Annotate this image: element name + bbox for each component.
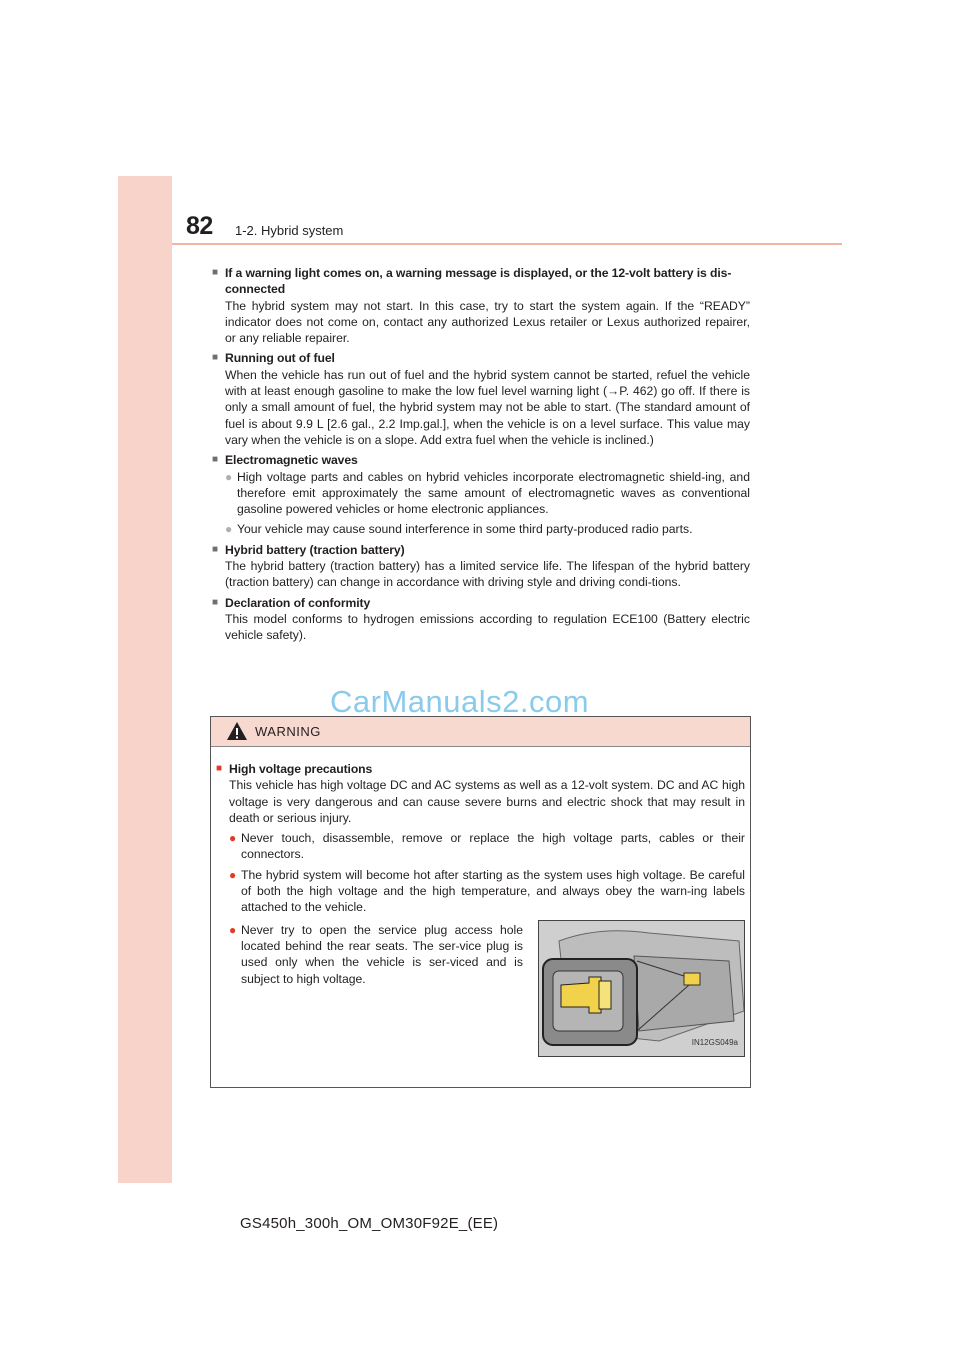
warning-text: This vehicle has high voltage DC and AC systems as well as a 12-volt system. DC and AC high voltage is very dangerous and can cause severe burns and electric shock that may result in death or serious injury. <box>229 778 745 825</box>
entry-warning-light <box>212 265 750 346</box>
page-number: 82 <box>186 212 213 240</box>
figure-code: IN12GS049a <box>691 1038 738 1048</box>
warning-body <box>211 747 750 1057</box>
entry-hybrid-battery <box>212 542 750 591</box>
square-bullet-icon: ■ <box>212 596 218 608</box>
entry-heading: Electromagnetic waves <box>225 453 358 468</box>
list-item: ● The hybrid system will become hot after starting as the system uses high voltage. Be careful of both the high voltage and the high temperature, and always obey the warn-ing labels attached to the vehicle. <box>229 867 745 915</box>
entry-body: This model conforms to hydrogen emissions according to regulation ECE100 (Battery electric vehicle safety). <box>225 611 750 643</box>
warning-box <box>210 716 751 1088</box>
dot-bullet-icon: ● <box>229 831 237 846</box>
entry-body: When the vehicle has run out of fuel and the hybrid system cannot be started, refuel the vehicle with at least enough gasoline to make the low fuel level warning light (→P. 462) go off. If there is only a small amount of fuel, the hybrid system may not be able to start. (The standard amount of fuel is about 9.9 L [2.6 gal., 2.2 Imp.gal.], when the vehicle is on a level surface. This value may vary when the vehicle is on a slope. Add extra fuel when the vehicle is inclined.) <box>225 367 750 447</box>
dot-bullet-icon: ● <box>229 922 237 937</box>
warning-heading: High voltage precautions <box>229 762 373 776</box>
square-bullet-icon: ■ <box>212 267 218 278</box>
chapter-side-band <box>118 176 172 1183</box>
service-plug-illustration <box>538 920 745 1057</box>
section-title: 1-2. Hybrid system <box>235 223 344 238</box>
square-bullet-icon: ■ <box>212 352 218 364</box>
entry-heading: Declaration of conformity <box>225 595 371 610</box>
warning-triangle-icon <box>226 721 248 741</box>
entry-heading: Hybrid battery (traction battery) <box>225 542 405 557</box>
warning-label: WARNING <box>255 724 321 739</box>
entry-electromagnetic-waves <box>212 452 750 537</box>
warning-header <box>211 717 750 747</box>
footer-code: GS450h_300h_OM_OM30F92E_(EE) <box>240 1215 499 1232</box>
list-item: ● Your vehicle may cause sound interference in some third party-produced radio parts. <box>225 522 693 537</box>
watermark: CarManuals2.com <box>330 684 590 719</box>
list-item: ● Never touch, disassemble, remove or replace the high voltage parts, cables or their connectors. <box>229 831 745 862</box>
list-item: ● Never try to open the service plug access hole located behind the rear seats. The ser-vice plug is used only when the vehicle is ser-viced and is subject to high voltage. <box>216 922 523 1053</box>
square-bullet-icon: ■ <box>216 763 222 774</box>
content <box>212 265 750 648</box>
dot-bullet-icon: ● <box>229 867 237 882</box>
entry-body: The hybrid system may not start. In this case, try to start the system again. If the “READY” indicator does not come on, contact any authorized Lexus retailer or Lexus authorized repairer, or any reliable repairer. <box>225 298 750 346</box>
dot-bullet-icon: ● <box>225 522 233 537</box>
header-rule <box>172 243 842 245</box>
square-bullet-icon: ■ <box>212 543 218 555</box>
entry-declaration-of-conformity <box>212 595 750 644</box>
entry-running-out-of-fuel <box>212 350 750 448</box>
entry-heading: Running out of fuel <box>225 351 335 366</box>
dot-bullet-icon: ● <box>225 469 233 484</box>
square-bullet-icon: ■ <box>212 454 218 466</box>
entry-heading: If a warning light comes on, a warning message is displayed, or the 12-volt battery is dis-connected <box>225 266 732 297</box>
entry-body: The hybrid battery (traction battery) has a limited service life. The lifespan of the hybrid battery (traction battery) can change in accordance with driving style and driving condi-tions. <box>225 559 750 590</box>
list-item: ● High voltage parts and cables on hybrid vehicles incorporate electromagnetic shield-ing, and therefore emit approximately the same amount of electromagnetic waves as conventional gasoline powered vehicles or home electronic appliances. <box>225 469 750 517</box>
